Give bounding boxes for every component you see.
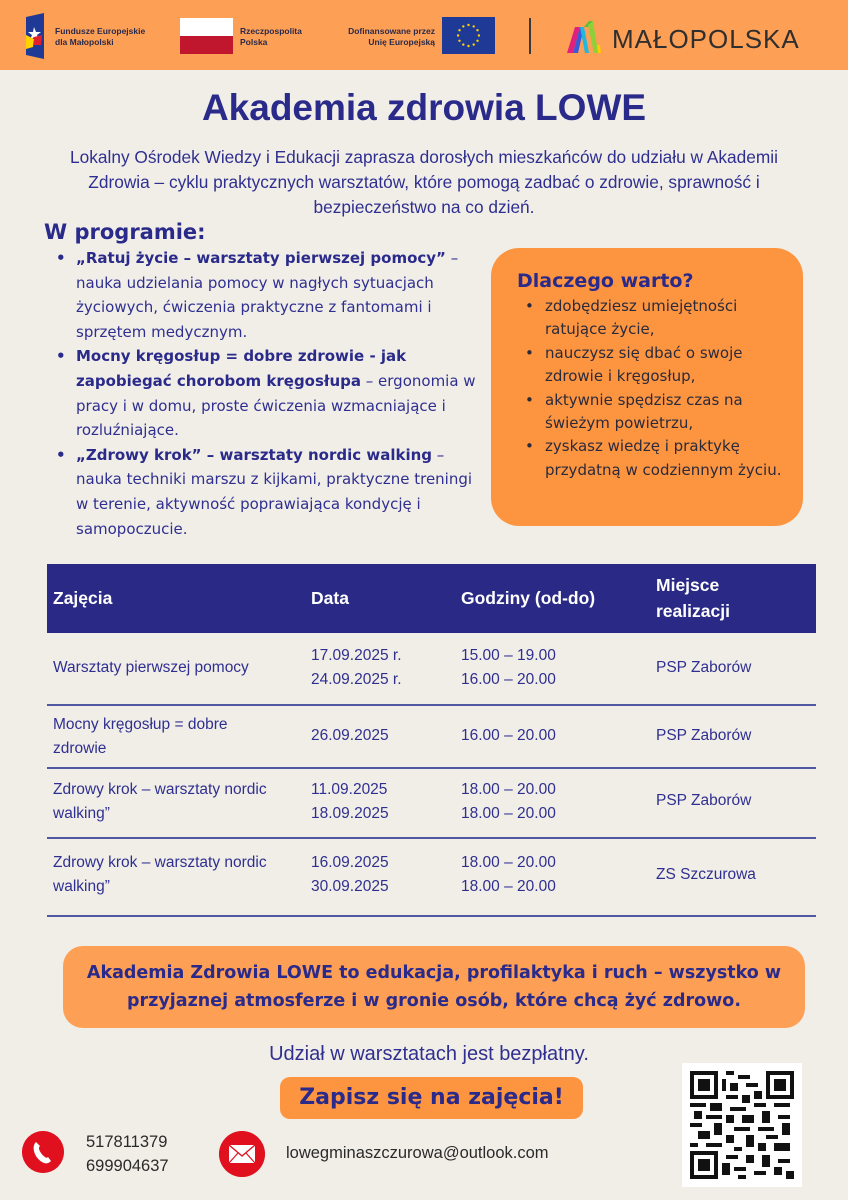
cell-hours: 16.00 – 20.00 [461,727,556,744]
why-item: • zyskasz wiedzę i praktykę przydatną w codziennym życiu. [525,435,795,482]
malopolska-m-logo-icon [565,17,605,55]
eu-text-line-2: Unię Europejską [368,37,435,47]
why-worth-box [491,248,803,526]
phone-icon [22,1131,64,1173]
cell-date: 30.09.2025 [311,877,389,895]
program-item-title: „Ratuj życie – warsztaty pierwszej pomocy” [76,249,446,267]
cell-class-name: Warsztaty pierwszej pomocy [53,659,249,676]
column-header-classes: Zajęcia [53,588,113,608]
cell-date: 24.09.2025 r. [311,670,402,688]
why-item: • zdobędziesz umiejętności ratujące życie, [525,295,795,342]
program-item-description: – nauka udzielania pomocy w nagłych sytuacjach życiowych, ćwiczenia praktyczne z fantomami i sprzętem medycznym. [76,249,459,341]
cell-location: PSP Zaborów [656,727,752,744]
cell-location: PSP Zaborów [656,792,752,809]
cell-hours: 16.00 – 20.00 [461,670,556,688]
table-row [47,706,816,769]
signup-button[interactable]: Zapisz się na zajęcia! [280,1077,583,1119]
rp-text-line-2: Polska [240,37,268,47]
program-list [54,246,484,541]
cell-hours: 18.00 – 20.00 [461,781,556,798]
eu-text-line-1: Dofinansowane przez [348,26,435,36]
polish-flag-icon [180,18,233,54]
phone-number[interactable]: 699904637 [86,1157,169,1175]
column-header-location: Miejsce realizacji [656,575,730,621]
eu-flag-icon [442,17,495,54]
cell-hours: 18.00 – 20.00 [461,877,556,895]
column-header-date: Data [311,588,349,608]
fundusze-europejskie-logo-icon [22,13,46,59]
table-row [47,633,816,706]
email-address[interactable]: lowegminaszczurowa@outlook.com [286,1144,549,1162]
fundusze-europejskie-text [55,26,145,48]
program-item-title: Mocny kręgosłup = dobre zdrowie - jak zapobiegać chorobom kręgosłupa [76,347,407,390]
column-header-hours: Godziny (od-do) [461,588,596,608]
why-heading: Dlaczego warto? [517,270,694,292]
cell-date: 16.09.2025 [311,854,389,871]
cell-hours: 18.00 – 20.00 [461,804,556,822]
cell-date: 17.09.2025 r. [311,647,402,664]
program-item [54,443,484,541]
cell-class-name: Zdrowy krok – warsztaty nordic walking” [53,781,267,822]
free-participation-text: Udział w warsztatach jest bezpłatny. [269,1043,589,1065]
intro-paragraph: Lokalny Ośrodek Wiedzy i Edukacji zaprasza dorosłych mieszkańców do udziału w Akademii Zdrowia – cyklu praktycznych warsztatów, które pomogą zadbać o zdrowie, sprawność i bezpieczeństwo na co dzień. [70,147,778,217]
fe-text-line-1: Fundusze Europejskie [55,26,146,36]
fe-text-line-2: dla Małopolski [55,37,114,47]
program-item-description: – nauka techniki marszu z kijkami, praktyczne treningi w terenie, aktywność poprawiająca kondycję i samopoczucie. [76,445,473,538]
table-row [47,839,816,917]
page-title: Akademia zdrowia LOWE [201,87,647,128]
program-item-title: „Zdrowy krok” – warsztaty nordic walking [76,445,433,464]
cell-hours: 18.00 – 20.00 [461,854,556,871]
cell-date: 18.09.2025 [311,804,389,822]
program-item [54,344,484,442]
why-item: • nauczysz się dbać o swoje zdrowie i kręgosłup, [525,342,795,389]
cell-location: PSP Zaborów [656,659,752,676]
phone-number[interactable]: 517811379 [86,1133,168,1151]
malopolska-text: MAŁOPOLSKA [612,24,800,54]
program-item [54,246,484,344]
why-item: • aktywnie spędzisz czas na świeżym powietrzu, [525,389,795,436]
header-divider [529,18,531,54]
rzeczpospolita-text [240,26,302,48]
header-logo-band [0,0,848,70]
rp-text-line-1: Rzeczpospolita [240,26,302,36]
table-header-row [47,564,816,633]
cell-date: 11.09.2025 [311,781,388,798]
cell-location: ZS Szczurowa [656,866,756,883]
program-heading: W programie: [44,220,206,244]
envelope-icon [219,1131,265,1177]
summary-banner: Akademia Zdrowia LOWE to edukacja, profilaktyka i ruch – wszystko w przyjaznej atmosferze i w gronie osób, które chcą żyć zdrowo. [63,946,805,1028]
program-item-description: – ergonomia w pracy i w domu, proste ćwiczenia wzmacniające i rozluźniające. [76,371,476,440]
qr-code-pattern [690,1071,794,1179]
schedule-table [47,564,816,917]
cell-hours: 15.00 – 19.00 [461,647,556,664]
table-row [47,769,816,839]
cell-class-name: Mocny kręgosłup = dobre zdrowie [53,716,228,757]
qr-code-icon[interactable] [682,1063,802,1187]
cell-class-name: Zdrowy krok – warsztaty nordic walking” [53,854,267,895]
eu-funding-text [322,26,435,48]
why-list [525,295,795,482]
cell-date: 26.09.2025 [311,727,389,744]
phone-numbers [86,1130,169,1178]
